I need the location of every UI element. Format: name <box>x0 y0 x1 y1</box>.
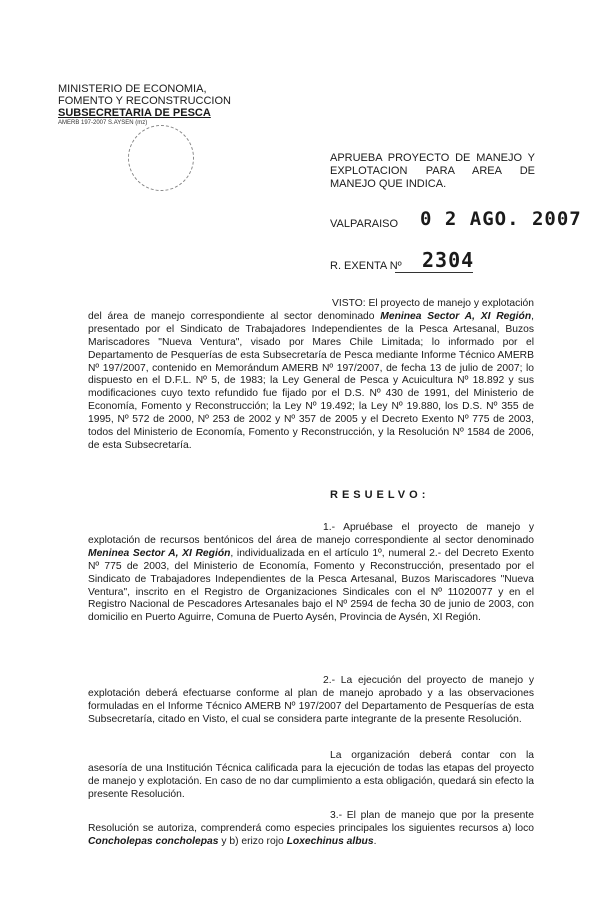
advisory-paragraph: La organización deberá contar con la asesoría de una Institución Técnica calificada para la ejecución de todas las etapas del proyecto de manejo y explotación. En caso de no dar cumplimiento a esta obligación, quedará sin efecto la presente Resolución. <box>88 750 534 800</box>
ministry-header <box>58 83 231 127</box>
article-3: 3.- El plan de manejo que por la presente Resolución se autoriza, comprenderá como especies principales los siguientes recursos a) loco Concholepas concholepas y b) erizo rojo Loxechinus albus. <box>88 810 534 847</box>
city-label: VALPARAISO <box>330 218 399 230</box>
official-seal-stamp <box>128 125 194 191</box>
resuelvo-heading: RESUELVO: <box>330 489 430 501</box>
visto-paragraph: VISTO: El proyecto de manejo y explotación del área de manejo correspondiente al sector denominado Meninea Sector A, XI Región, presentado por el Sindicato de Trabajadores Independientes de la Pesca Artesanal, Buzos Mariscadores "Nueva Ventura", visado por Mares Chile Limitada; lo informado por el Departamento de Pesquerías de esta Subsecretaría de Pesca mediante Informe Técnico AMERB Nº 197/2007, contenido en Memorándum AMERB Nº 197/2007, de fecha 13 de julio de 2007; lo dispuesto en el D.F.L. Nº 5, de 1983; la Ley General de Pesca y Acuicultura Nº 18.892 y sus modificaciones cuyo texto refundido fue fijado por el D.S. Nº 430 de 1991, del Ministerio de Economía, Fomento y Reconstrucción; la Ley Nº 19.492; la Ley Nº 19.880, los D.S. Nº 355 de 1995, Nº 572 de 2000, Nº 253 de 2002 y Nº 357 de 2005 y el Decreto Exento Nº 775 de 2003, todos del Ministerio de Economía, Fomento y Reconstrucción, y la Resolución Nº 1584 de 2006, de esta Subsecretaría. <box>88 298 534 451</box>
article-1: 1.- Apruébase el proyecto de manejo y explotación de recursos bentónicos del área de manejo correspondiente al sector denominado Meninea Sector A, XI Región, individualizada en el artículo 1º, numeral 2.- del Decreto Exento Nº 775 de 2003, del Ministerio de Economía, Fomento y Reconstrucción, presentado por el Sindicato de Trabajadores Independientes de la Pesca Artesanal, Buzos Mariscadores "Nueva Ventura", inscrito en el Registro de Organizaciones Sindicales con el Nº 11020077 y en el Registro Nacional de Pescadores Artesanales bajo el Nº 2594 de fecha 30 de junio de 2003, con domicilio en Puerto Aguirre, Comuna de Puerto Aysén, Provincia de Aysén, XI Región. <box>88 522 534 624</box>
header-reference: AMERB 197-2007 S.AYSEN (mz) <box>58 120 148 126</box>
resolution-date: 0 2 AGO. 2007 <box>420 208 582 230</box>
header-line-1: MINISTERIO DE ECONOMIA, <box>58 83 207 95</box>
visto-label: VISTO: <box>332 298 366 309</box>
number-underline <box>395 272 473 273</box>
species-2: Loxechinus albus <box>286 835 374 847</box>
header-line-2: FOMENTO Y RECONSTRUCCION <box>58 95 231 107</box>
resolution-label: R. EXENTA Nº <box>330 260 402 272</box>
species-1: Concholepas concholepas <box>88 835 219 847</box>
resolution-number: 2304 <box>422 248 475 272</box>
sector-name: Meninea Sector A, XI Región <box>88 547 231 559</box>
header-line-3: SUBSECRETARIA DE PESCA <box>58 107 211 119</box>
article-2: 2.- La ejecución del proyecto de manejo y explotación deberá efectuarse conforme al plan de manejo aprobado y a las observaciones formuladas en el Informe Técnico AMERB Nº 197/2007 del Departamento de Pesquerías de esta Subsecretaría, citado en Visto, el cual se considera parte integrante de la presente Resolución. <box>88 675 534 725</box>
resolution-subject: APRUEBA PROYECTO DE MANEJO Y EXPLOTACION PARA AREA DE MANEJO QUE INDICA. <box>330 152 535 190</box>
sector-name: Meninea Sector A, XI Región <box>380 310 532 322</box>
